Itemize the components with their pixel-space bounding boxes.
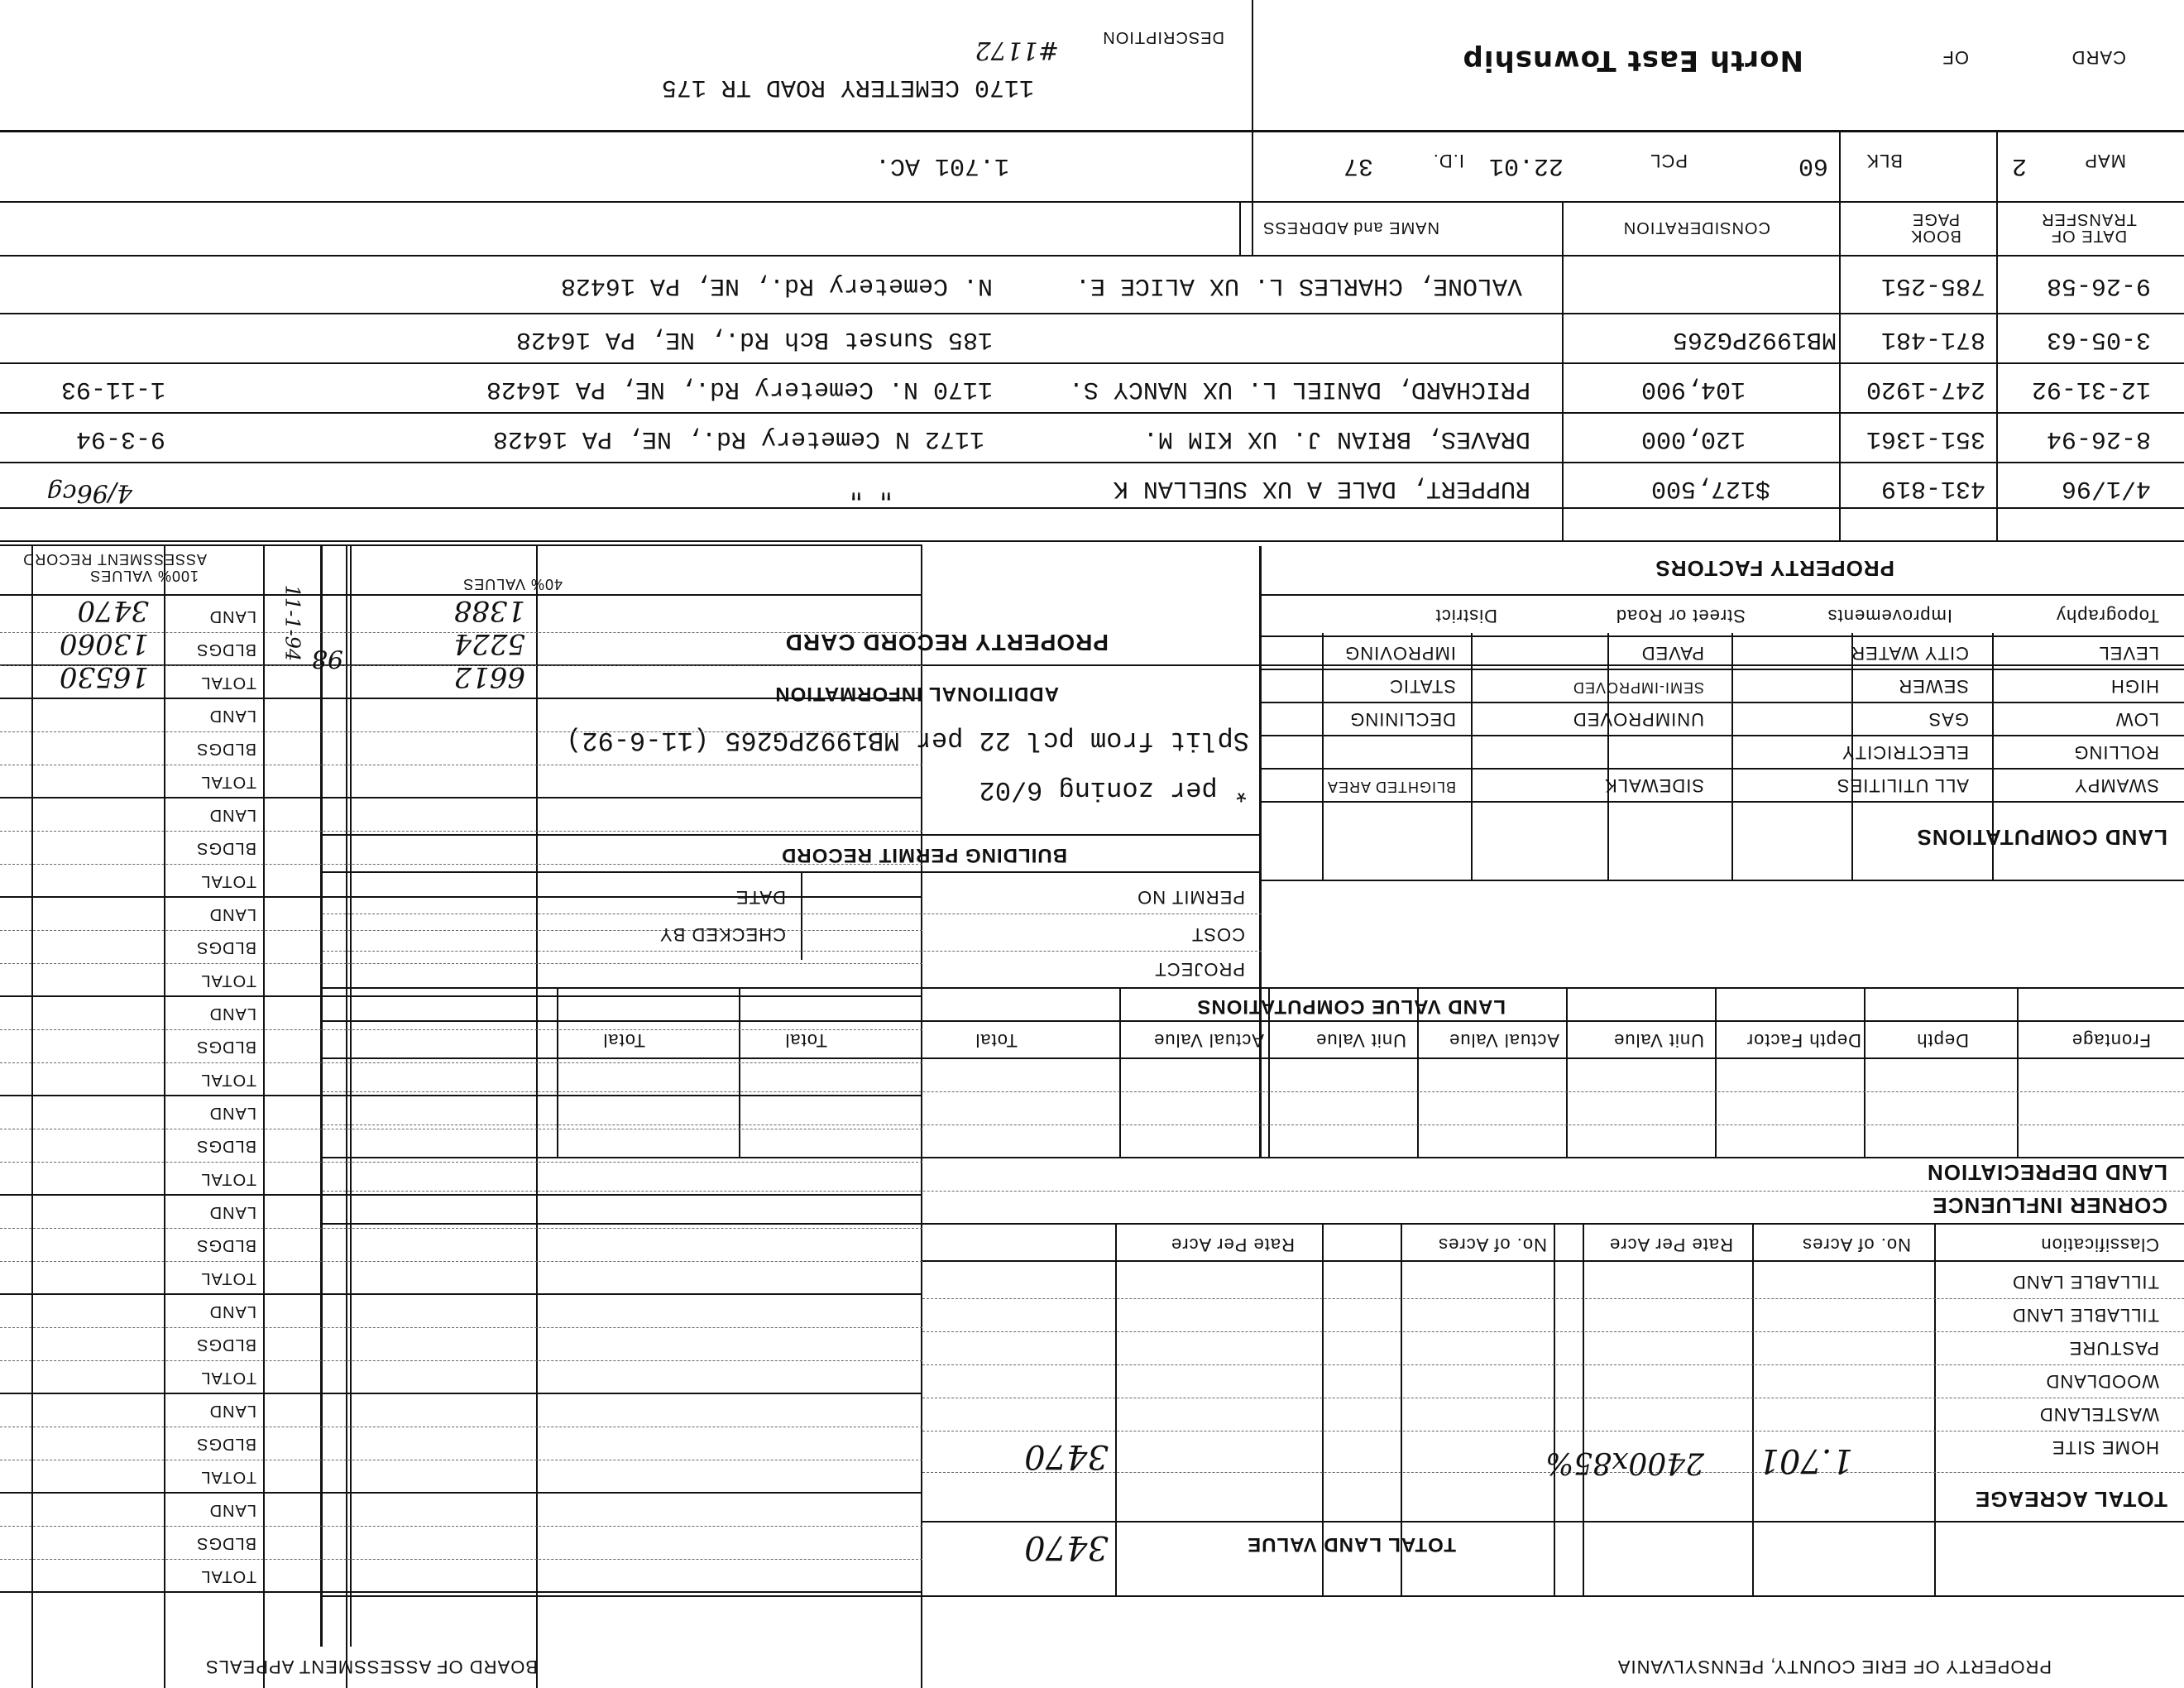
- lv-header-frontage: Frontage: [2071, 1030, 2151, 1051]
- description-label: DESCRIPTION: [1102, 28, 1224, 46]
- assessment-row-label: LAND: [208, 1501, 256, 1519]
- transfer-name: RUPPERT, DALE A UX SUELLAN K: [1113, 474, 1530, 502]
- transfer-book: 351-1361: [1866, 424, 1985, 453]
- assessment-row-label: TOTAL: [200, 872, 256, 890]
- improvement-sewer: SEWER: [1898, 676, 1969, 697]
- total-40-value: 6612: [453, 660, 525, 693]
- assessment-row-label: TOTAL: [200, 674, 256, 692]
- transfer-date: 12-31-92: [2031, 375, 2151, 403]
- id-value: 37: [1343, 151, 1373, 180]
- acreage-header-no-of-acres: No. of Acres: [1438, 1235, 1547, 1255]
- assessment-row-label: LAND: [208, 905, 256, 923]
- home-site-value: 3470: [1024, 1437, 1109, 1475]
- topo-level: LEVEL: [2098, 643, 2159, 664]
- land-value-computations-title: LAND VALUE COMPUTATIONS: [1196, 995, 1506, 1018]
- assessment-row-rule: [0, 1360, 922, 1361]
- card-label: CARD: [2071, 47, 2126, 68]
- assessment-row-label: BLDGS: [196, 839, 256, 857]
- assessment-row-label: BLDGS: [196, 1435, 256, 1453]
- map-label: MAP: [2084, 151, 2126, 171]
- lv-header-total: Total: [784, 1030, 827, 1051]
- checked-by-label: CHECKED BY: [659, 924, 786, 945]
- lv-header-actual-value: Actual Value: [1449, 1030, 1559, 1051]
- district-improving: IMPROVING: [1344, 643, 1456, 664]
- assessment-row-rule: [0, 1327, 922, 1328]
- district-blighted-area: BLIGHTED AREA: [1326, 779, 1456, 795]
- assessment-row-label: LAND: [208, 1302, 256, 1321]
- assessment-row-rule: [0, 1162, 922, 1163]
- assessment-row-rule: [0, 1559, 922, 1560]
- board-of-assessment-appeals: BOARD OF ASSESSMENT APPEALS: [205, 1657, 538, 1677]
- description-handwritten: #1172: [975, 36, 1059, 65]
- total-land-value-label: TOTAL LAND VALUE: [1247, 1533, 1456, 1556]
- assessment-row-rule: [0, 1526, 922, 1527]
- acreage-header-classification: Classification: [2040, 1235, 2159, 1255]
- assessment-row-label: LAND: [208, 1402, 256, 1420]
- property-description: 1170 CEMETERY ROAD TR 175: [661, 73, 1034, 101]
- assessment-row-rule: [0, 698, 922, 699]
- land-100-value: 3470: [77, 594, 149, 627]
- lv-header-unit-value: Unit Value: [1613, 1030, 1704, 1051]
- topo-high: HIGH: [2110, 676, 2159, 697]
- assessment-row-rule: [0, 1492, 922, 1494]
- corner-influence-label: CORNER INFLUENCE: [1932, 1193, 2167, 1218]
- transfer-address: 1170 N. Cemetery Rd., NE, PA 16428: [486, 375, 993, 403]
- transfer-date: 8-26-94: [2046, 424, 2151, 453]
- lv-header-actual-value: Actual Value: [1153, 1030, 1264, 1051]
- road-unimproved: UNIMPROVED: [1572, 709, 1704, 730]
- assessment-row-rule: [0, 831, 922, 832]
- assessment-row-rule: [0, 1228, 922, 1229]
- land-40-value: 1388: [453, 594, 525, 627]
- transfer-note: 4/96cg: [46, 478, 132, 507]
- district-static: STATIC: [1389, 676, 1456, 697]
- assessment-row-rule: [0, 995, 922, 997]
- transfer-date: 9-26-58: [2046, 271, 2151, 300]
- assessment-row-label: LAND: [208, 607, 256, 626]
- cost-label: COST: [1190, 924, 1245, 945]
- acreage-row-pasture: PASTURE: [2068, 1338, 2159, 1359]
- assessment-row-label: LAND: [208, 1104, 256, 1122]
- assessment-date: 11-1-94: [280, 584, 304, 662]
- road-paved: PAVED: [1640, 643, 1704, 664]
- total-100-value: 16530: [59, 660, 149, 693]
- transfer-address: " ": [848, 474, 893, 502]
- map-value: 2: [2011, 151, 2027, 180]
- assessment-row-label: BLDGS: [196, 938, 256, 957]
- values-40-label: 40% VALUES: [462, 576, 563, 592]
- lv-header-total: Total: [975, 1030, 1018, 1051]
- transfer-book: 431-819: [1880, 474, 1985, 502]
- assessment-row-label: BLDGS: [196, 740, 256, 758]
- property-factors-title: PROPERTY FACTORS: [1655, 556, 1894, 581]
- transfer-book: 871-481: [1880, 325, 1985, 353]
- assessment-row-rule: [0, 963, 922, 964]
- additional-information-line: Split from pcl 22 per MB1992PG265 (11-6-92): [566, 725, 1249, 755]
- assessment-row-label: BLDGS: [196, 1137, 256, 1155]
- factor-header: Improvements: [1827, 606, 1952, 626]
- assessment-row-rule: [0, 1062, 922, 1063]
- topo-rolling: ROLLING: [2073, 742, 2159, 763]
- assessment-row-rule: [0, 1393, 922, 1394]
- assessment-row-rule: [0, 1261, 922, 1262]
- assessment-row-label: LAND: [208, 806, 256, 824]
- transfer-name: PRICHARD, DANIEL L. UX NANCY S.: [1068, 375, 1530, 403]
- blk-label: BLK: [1866, 151, 1903, 171]
- assessment-row-label: BLDGS: [196, 1038, 256, 1056]
- assessment-row-label: TOTAL: [200, 1269, 256, 1288]
- assessment-row-label: BLDGS: [196, 1336, 256, 1354]
- transfer-date-header: DATE OF TRANSFER: [2041, 210, 2137, 245]
- assessment-row-label: TOTAL: [200, 1071, 256, 1089]
- transfer-book: 247-1920: [1866, 375, 1985, 403]
- transfer-book: 785-251: [1880, 271, 1985, 300]
- factor-header: Topography: [2056, 606, 2159, 626]
- book-page-header: BOOK PAGE: [1910, 210, 1961, 245]
- topo-low: LOW: [2115, 709, 2159, 730]
- district-declining: DECLINING: [1349, 709, 1456, 730]
- lv-header-depth-factor: Depth Factor: [1746, 1030, 1861, 1051]
- assessment-row-rule: [0, 1293, 922, 1295]
- acreage-row-wasteland: WASTELAND: [2038, 1404, 2159, 1425]
- lv-header-unit-value: Unit Value: [1315, 1030, 1406, 1051]
- consideration-header: CONSIDERATION: [1622, 218, 1770, 237]
- total-acreage-label: TOTAL ACREAGE: [1974, 1487, 2167, 1512]
- assessment-row-rule: [0, 1194, 922, 1196]
- assessment-record-label: ASSESSMENT RECORD: [22, 551, 207, 568]
- factor-header: Street or Road: [1615, 606, 1746, 626]
- bldgs-40-value: 5224: [453, 627, 525, 660]
- transfer-address: 1172 N Cemetery Rd., NE, PA 16428: [492, 424, 984, 453]
- transfer-address: N. Cemetery Rd., NE, PA 16428: [560, 271, 993, 300]
- acreage-row-woodland: WOODLAND: [2045, 1371, 2159, 1392]
- acreage-row-tillable: TILLABLE LAND: [2011, 1305, 2159, 1326]
- road-semi-improved: SEMI-IMPROVED: [1572, 679, 1704, 696]
- transfer-note: 1-11-93: [60, 375, 165, 403]
- additional-information-title: ADDITIONAL INFORMATION: [774, 683, 1059, 705]
- home-site-rate: 2400x85%: [1545, 1446, 1704, 1479]
- pcl-label: PCL: [1650, 151, 1688, 171]
- transfer-consideration: 120,000: [1640, 424, 1746, 453]
- township-stamp: North East Township: [1462, 44, 1803, 77]
- assessment-row-label: TOTAL: [200, 1567, 256, 1585]
- land-depreciation-label: LAND DEPRECIATION: [1927, 1160, 2167, 1185]
- transfer-date: 4/1/96: [2061, 474, 2151, 502]
- assessment-row-label: TOTAL: [200, 1170, 256, 1188]
- transfer-consideration: MB1992PG265: [1672, 325, 1837, 353]
- assessment-row-label: LAND: [208, 1203, 256, 1221]
- land-computations-title: LAND COMPUTATIONS: [1916, 825, 2167, 850]
- improvement-city-water: CITY WATER: [1851, 643, 1969, 664]
- total-land-value-amount: 3470: [1024, 1528, 1109, 1566]
- of-label: OF: [1942, 47, 1969, 68]
- road-sidewalk: SIDEWALK: [1604, 775, 1704, 796]
- assessment-row-rule: [0, 864, 922, 865]
- pcl-value: 22.01: [1488, 151, 1564, 180]
- blk-value: 60: [1798, 151, 1828, 180]
- assessment-row-label: TOTAL: [200, 1369, 256, 1387]
- values-100-label: 100% VALUES: [89, 568, 199, 584]
- factor-header: District: [1434, 606, 1497, 626]
- acreage-row-tillable: TILLABLE LAND: [2011, 1272, 2159, 1292]
- additional-information-line: * per zoning 6/02: [979, 774, 1249, 805]
- building-permit-title: BUILDING PERMIT RECORD: [781, 844, 1067, 866]
- permit-date-label: DATE: [735, 887, 786, 908]
- assessment-row-label: TOTAL: [200, 971, 256, 990]
- improvement-electricity: ELECTRICITY: [1841, 742, 1969, 763]
- assessment-row-label: LAND: [208, 707, 256, 725]
- assessment-row-label: LAND: [208, 1005, 256, 1023]
- assessment-row-label: BLDGS: [196, 640, 256, 659]
- assessment-row-label: TOTAL: [200, 773, 256, 791]
- assessment-row-rule: [0, 731, 922, 732]
- transfer-name: DRAVES, BRIAN J. UX KIM M.: [1142, 424, 1530, 453]
- transfer-consideration: $127,500: [1650, 474, 1770, 502]
- name-address-header: NAME and ADDRESS: [1262, 218, 1439, 237]
- transfer-date: 3-05-63: [2046, 325, 2151, 353]
- transfer-note: 9-3-94: [75, 424, 165, 453]
- topo-swampy: SWAMPY: [2074, 775, 2159, 796]
- transfer-address: 185 Sunset Bch Rd., NE, PA 16428: [515, 325, 993, 353]
- acreage-header-rate-per-acre: Rate Per Acre: [1609, 1235, 1733, 1255]
- assessment-row-rule: [0, 930, 922, 931]
- bldgs-100-value: 13060: [59, 627, 149, 660]
- improvement-gas: GAS: [1928, 709, 1969, 730]
- id-label: I.D.: [1432, 151, 1464, 171]
- assessment-year: 98: [311, 644, 343, 673]
- acreage-value: 1.701 AC.: [874, 151, 1009, 180]
- assessment-row-rule: [0, 896, 922, 898]
- assessment-row-rule: [0, 1029, 922, 1030]
- acreage-header-rate-per-acre: Rate Per Acre: [1171, 1235, 1295, 1255]
- acreage-row-home-site: HOME SITE: [2051, 1437, 2159, 1458]
- property-of-erie-county: PROPERTY OF ERIE COUNTY, PENNSYLVANIA: [1616, 1657, 2052, 1677]
- improvement-all-utilities: ALL UTILITIES: [1836, 775, 1969, 796]
- lv-header-total: Total: [602, 1030, 645, 1051]
- home-site-acres: 1.701: [1758, 1441, 1853, 1479]
- transfer-consideration: 104,900: [1640, 375, 1746, 403]
- acreage-header-no-of-acres: No. of Acres: [1802, 1235, 1911, 1255]
- assessment-row-label: TOTAL: [200, 1468, 256, 1486]
- lv-header-depth: Depth: [1916, 1030, 1969, 1051]
- assessment-row-label: BLDGS: [196, 1236, 256, 1254]
- property-record-card-title: PROPERTY RECORD CARD: [784, 630, 1109, 655]
- assessment-row-rule: [0, 1095, 922, 1096]
- assessment-row-rule: [0, 1591, 922, 1593]
- project-label: PROJECT: [1154, 959, 1245, 980]
- transfer-name: VALONE, CHARLES L. UX ALICE E.: [1075, 271, 1522, 300]
- assessment-row-rule: [0, 797, 922, 798]
- assessment-row-label: BLDGS: [196, 1534, 256, 1552]
- permit-no-label: PERMIT NO: [1137, 887, 1245, 908]
